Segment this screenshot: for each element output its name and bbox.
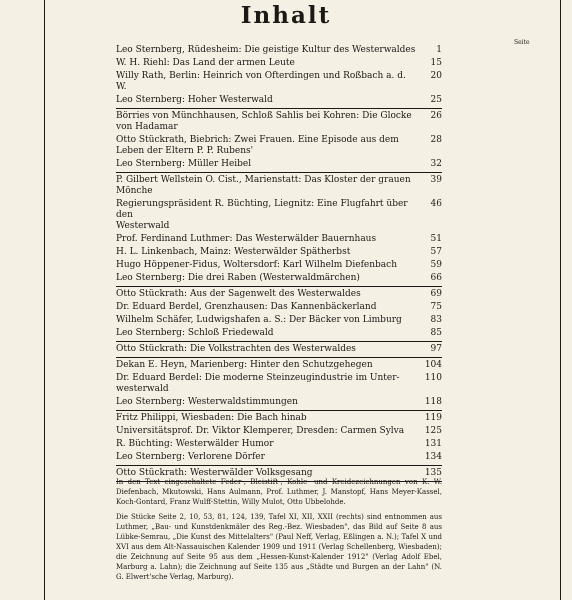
toc-entry-page: 69 [430, 289, 442, 299]
toc-entry-page: 20 [430, 71, 442, 81]
toc-entry-title: Leo Sternberg: Verlorene Dörfer [116, 452, 265, 462]
toc-entry-title: R. Büchting: Westerwälder Humor [116, 439, 274, 449]
toc-entry [116, 71, 442, 93]
toc-entry-page: 125 [424, 426, 442, 436]
toc-entry-page: 110 [424, 373, 442, 383]
toc-entry-page: 28 [430, 135, 442, 145]
toc-entry-page: 83 [430, 315, 442, 325]
toc-entry [116, 426, 442, 437]
separator-rule [116, 357, 442, 358]
toc-entry-title: Leo Sternberg: Hoher Westerwald [116, 95, 273, 105]
toc-entry-title: H. L. Linkenbach, Mainz: Westerwälder Spätherbst [116, 247, 351, 257]
toc-entry-title: Willy Rath, Berlin: Heinrich von Ofterdingen und Roßbach a. d. W. [116, 71, 406, 92]
toc-entry-page: 51 [430, 234, 442, 244]
toc-entry-page: 104 [424, 360, 442, 370]
toc-entry-title: Börries von Münchhausen, Schloß Sahlis bei Kohren: Die Glocke von Hadamar [116, 111, 412, 132]
page-column-label: Seite [514, 39, 530, 46]
toc-entry [116, 199, 442, 232]
toc-entry-title: Universitätsprof. Dr. Viktor Klemperer, Dresden: Carmen Sylva [116, 426, 405, 436]
toc-entry-page: 131 [424, 439, 442, 449]
separator-rule [116, 465, 442, 466]
toc-entry-title: Fritz Philippi, Wiesbaden: Die Bach hinab [116, 413, 307, 423]
toc-entry [116, 95, 442, 106]
toc-entry [116, 135, 442, 157]
toc-entry-title: Leo Sternberg: Westerwaldstimmungen [116, 397, 298, 407]
toc-entry [116, 413, 442, 424]
toc-entry-title: Hugo Höppener-Fidus, Woltersdorf: Karl Wilhelm Diefenbach [116, 260, 398, 270]
toc-entry [116, 452, 442, 463]
toc-entry [116, 397, 442, 408]
toc-entry-title: Otto Stückrath, Biebrich: Zwei Frauen. Eine Episode aus dem Leben der Eltern P. P. Rubens' [116, 135, 399, 156]
toc-entry-title: Leo Sternberg, Rüdesheim: Die geistige Kultur des Westerwaldes [116, 45, 416, 55]
toc-entry-page: 1 [436, 45, 442, 55]
toc-entry-title: Otto Stückrath: Aus der Sagenwelt des Westerwaldes [116, 289, 361, 299]
toc-entry-title: Prof. Ferdinand Luthmer: Das Westerwälder Bauernhaus [116, 234, 377, 244]
toc-entry [116, 344, 442, 355]
toc-entry-page: 57 [430, 247, 442, 257]
toc-entry-title: P. Gilbert Wellstein O. Cist., Marienstatt: Das Kloster der grauen Mönche [116, 175, 411, 196]
toc-entry [116, 360, 442, 371]
separator-rule [116, 172, 442, 173]
toc-entry [116, 289, 442, 300]
toc-entry [116, 260, 442, 271]
toc-entry-page: 135 [424, 468, 442, 478]
toc-entry [116, 302, 442, 313]
toc-entry-title: Dr. Eduard Berdel: Die moderne Steinzeugindustrie im Unter- westerwald [116, 373, 400, 394]
toc-entry [116, 439, 442, 450]
toc-entry [116, 45, 442, 56]
toc-entry-page: 85 [430, 328, 442, 338]
page-border-left [44, 0, 45, 600]
toc-entry-page: 32 [430, 159, 442, 169]
toc-entry-title: W. H. Riehl: Das Land der armen Leute [116, 58, 295, 68]
separator-rule [116, 286, 442, 287]
toc-entry-page: 134 [424, 452, 442, 462]
page-title: Inhalt [240, 2, 332, 29]
note-paragraph: In den Text eingeschaltete Feder-, Bleistift-, Kohle- und Kreidezeichnungen von K. W. Diefenbach, Mkutowski, Hans Aulmann, Prof. Luthmer, J. Manstopf, Hans Meyer-Kassel, Koch-Gontard, Franz Wulff-Stettin, Willy Mulot, Otto Ubbelohde. [116, 478, 442, 506]
toc-entry [116, 111, 442, 133]
toc-entry-title: Dekan E. Heyn, Marienberg: Hinter den Schutzgehegen [116, 360, 373, 370]
toc-entry [116, 328, 442, 339]
toc-entry-title: Dr. Eduard Berdel, Grenzhausen: Das Kannenbäckerland [116, 302, 377, 312]
toc-entry-page: 75 [430, 302, 442, 312]
separator-rule [116, 410, 442, 411]
toc-entry [116, 234, 442, 245]
toc-entry-page: 97 [430, 344, 442, 354]
table-of-contents [116, 45, 442, 484]
separator-rule [116, 341, 442, 342]
toc-entry-page: 59 [430, 260, 442, 270]
toc-entry [116, 175, 442, 197]
toc-entry-page: 118 [424, 397, 442, 407]
toc-entry [116, 273, 442, 284]
page-border-right [560, 0, 561, 600]
toc-entry-page: 46 [430, 199, 442, 209]
toc-entry [116, 373, 442, 395]
toc-entry-title: Otto Stückrath: Die Volkstrachten des Westerwaldes [116, 344, 356, 354]
toc-entry [116, 315, 442, 326]
separator-rule [116, 108, 442, 109]
toc-entry-title: Leo Sternberg: Die drei Raben (Westerwaldmärchen) [116, 273, 360, 283]
toc-entry-title: Regierungspräsident R. Büchting, Liegnitz: Eine Flugfahrt über den Westerwald [116, 199, 408, 231]
toc-entry-page: 25 [430, 95, 442, 105]
note-paragraph: Die Stücke Seite 2, 10, 53, 81, 124, 139, Tafel XI, XII, XXII (rechts) sind entnommen aus Luthmer, „Bau- und Kunstdenkmäler des Reg.-Bez. Wiesbaden", das Bild auf Seite 8 aus Lübke-Semrau, „Die Kunst des Mittelalters" (Paul Neff, Verlag, Eßlingen a. N.); Tafel X und XVI aus dem Alt-Nassauischen Kalender 1909 und 1911 (Verlag Schellenberg, Wiesbaden); die Zeichnung auf Seite 95 aus dem „Hessen-Kunst-Kalender 1912" (Verlag Adolf Ebel, Marburg a. Lahn); die Zeichnung auf Seite 135 aus „Städte und Burgen an der Lahn" (N. G. Elwert'sche Verlag, Marburg). [116, 513, 442, 581]
toc-entry-title: Leo Sternberg: Müller Heibel [116, 159, 252, 169]
toc-entry-page: 39 [430, 175, 442, 185]
toc-entry-page: 119 [424, 413, 442, 423]
toc-entry-page: 15 [430, 58, 442, 68]
toc-entry-title: Otto Stückrath: Westerwälder Volksgesang [116, 468, 313, 478]
toc-entry-page: 26 [430, 111, 442, 121]
toc-entry-title: Wilhelm Schäfer, Ludwigshafen a. S.: Der Bäcker von Limburg [116, 315, 402, 325]
illustration-notes [116, 477, 442, 587]
toc-entry [116, 58, 442, 69]
toc-entry [116, 247, 442, 258]
toc-entry-page: 66 [430, 273, 442, 283]
toc-entry-title: Leo Sternberg: Schloß Friedewald [116, 328, 274, 338]
toc-entry [116, 159, 442, 170]
